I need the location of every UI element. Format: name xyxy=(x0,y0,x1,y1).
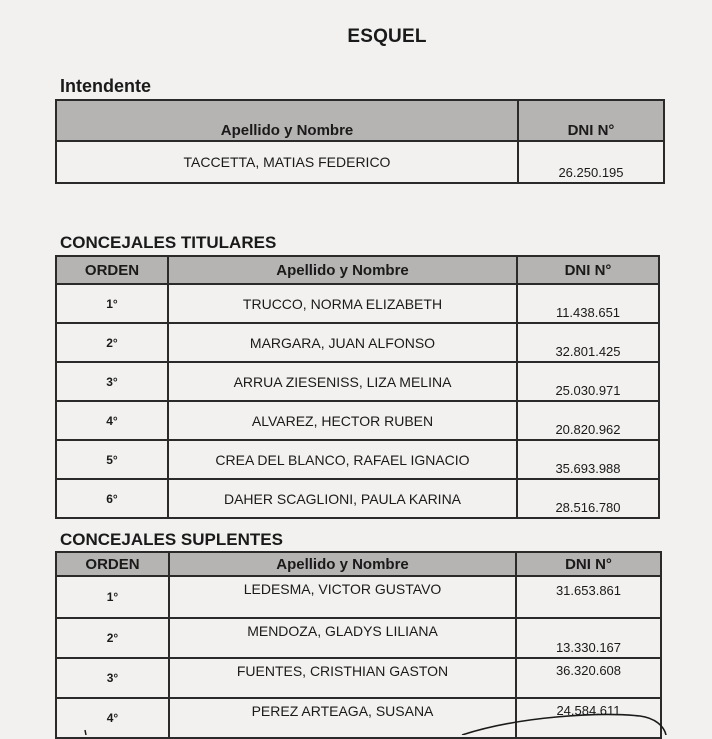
cell-name: ALVAREZ, HECTOR RUBEN xyxy=(168,401,517,440)
cell-dni: 11.438.651 xyxy=(517,284,659,323)
cell-dni: 28.516.780 xyxy=(517,479,659,518)
section-label-titulares: CONCEJALES TITULARES xyxy=(60,233,277,252)
cell-name: MARGARA, JUAN ALFONSO xyxy=(168,323,517,362)
column-header-name: Apellido y Nombre xyxy=(168,256,517,284)
cell-dni: 24.584.611 xyxy=(516,698,661,738)
column-header-orden: ORDEN xyxy=(56,256,168,284)
table-row xyxy=(56,401,659,440)
cell-orden: 4° xyxy=(56,401,168,440)
table-row xyxy=(56,618,661,658)
column-header-name: Apellido y Nombre xyxy=(56,100,518,141)
intendente-table xyxy=(55,99,665,184)
table-row xyxy=(56,440,659,479)
cell-orden: 2° xyxy=(56,323,168,362)
cell-orden: 3° xyxy=(56,658,169,698)
table-row xyxy=(56,576,661,618)
cell-name: FUENTES, CRISTHIAN GASTON xyxy=(169,658,516,698)
section-label-suplentes: CONCEJALES SUPLENTES xyxy=(60,530,283,549)
table-row xyxy=(56,362,659,401)
table-header-row xyxy=(56,100,664,141)
cell-dni: 25.030.971 xyxy=(517,362,659,401)
cell-name: LEDESMA, VICTOR GUSTAVO xyxy=(169,576,516,618)
table-row xyxy=(56,698,661,738)
table-row xyxy=(56,479,659,518)
titulares-table xyxy=(55,255,660,519)
cell-orden: 2° xyxy=(56,618,169,658)
column-header-name: Apellido y Nombre xyxy=(169,552,516,576)
cell-name: ARRUA ZIESENISS, LIZA MELINA xyxy=(168,362,517,401)
cell-name: DAHER SCAGLIONI, PAULA KARINA xyxy=(168,479,517,518)
table-row xyxy=(56,658,661,698)
cell-orden: 4° xyxy=(56,698,169,738)
column-header-dni: DNI N° xyxy=(517,256,659,284)
cell-orden: 3° xyxy=(56,362,168,401)
document-title: ESQUEL xyxy=(347,26,427,47)
cell-dni: 32.801.425 xyxy=(517,323,659,362)
cell-name: PEREZ ARTEAGA, SUSANA xyxy=(169,698,516,738)
cell-orden: 6° xyxy=(56,479,168,518)
table-row xyxy=(56,323,659,362)
cell-dni: 26.250.195 xyxy=(518,141,664,183)
table-header-row xyxy=(56,552,661,576)
cell-orden: 1° xyxy=(56,576,169,618)
table-header-row xyxy=(56,256,659,284)
cell-dni: 13.330.167 xyxy=(516,618,661,658)
column-header-orden: ORDEN xyxy=(56,552,169,576)
cell-dni: 35.693.988 xyxy=(517,440,659,479)
section-label-intendente: Intendente xyxy=(60,76,152,96)
column-header-dni: DNI N° xyxy=(518,100,664,141)
cell-orden: 1° xyxy=(56,284,168,323)
suplentes-table xyxy=(55,551,662,739)
cell-orden: 5° xyxy=(56,440,168,479)
table-row xyxy=(56,141,664,183)
cell-dni: 36.320.608 xyxy=(516,658,661,698)
column-header-dni: DNI N° xyxy=(516,552,661,576)
cell-name: MENDOZA, GLADYS LILIANA xyxy=(169,618,516,658)
cell-dni: 20.820.962 xyxy=(517,401,659,440)
cell-dni: 31.653.861 xyxy=(516,576,661,618)
table-row xyxy=(56,284,659,323)
cell-name: TRUCCO, NORMA ELIZABETH xyxy=(168,284,517,323)
cell-name: CREA DEL BLANCO, RAFAEL IGNACIO xyxy=(168,440,517,479)
cell-name: TACCETTA, MATIAS FEDERICO xyxy=(56,141,518,183)
